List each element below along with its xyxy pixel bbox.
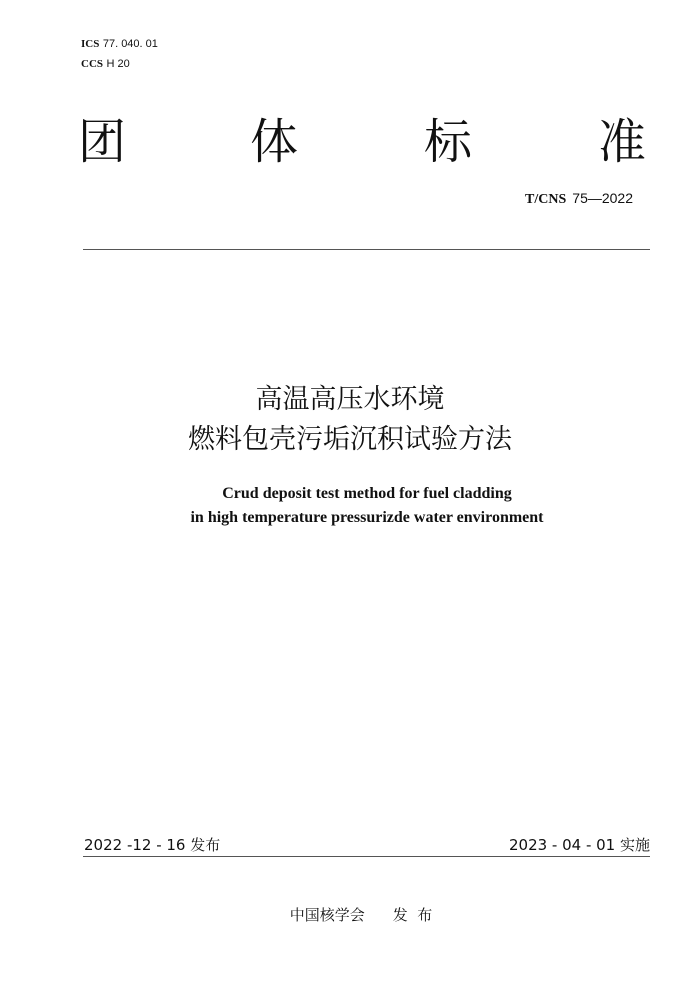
issue-date: 2022 -12 - 16 发布 bbox=[84, 836, 221, 854]
heading-char-3: 标 bbox=[424, 114, 473, 170]
document-type-heading bbox=[0, 112, 700, 172]
ccs-value: H 20 bbox=[106, 58, 130, 70]
chinese-title-line-1: 高温高压水环境 bbox=[255, 384, 445, 415]
publisher-line bbox=[0, 904, 700, 925]
heading-char-2: 体 bbox=[250, 114, 299, 170]
ics-value: 77. 040. 01 bbox=[102, 38, 158, 50]
bottom-divider bbox=[83, 856, 650, 857]
english-title-line-2: in high temperature pressurizde water environment bbox=[190, 509, 544, 526]
heading-char-4: 准 bbox=[598, 114, 647, 170]
ccs-code bbox=[81, 54, 158, 74]
standard-code: 75—2022 bbox=[572, 190, 633, 206]
top-divider bbox=[83, 249, 650, 250]
publisher-org: 中国核学会 bbox=[289, 906, 365, 924]
implementation-date: 2023 - 04 - 01 实施 bbox=[508, 836, 650, 854]
english-title bbox=[0, 482, 700, 530]
classification-codes bbox=[81, 34, 158, 74]
ics-label: ICS bbox=[81, 38, 100, 50]
standard-prefix: T/CNS bbox=[525, 192, 567, 207]
english-title-line-1: Crud deposit test method for fuel cladding bbox=[222, 485, 512, 502]
chinese-title bbox=[0, 380, 700, 460]
ics-code bbox=[81, 34, 158, 54]
standard-number bbox=[525, 190, 633, 208]
chinese-title-line-2: 燃料包壳污垢沉积试验方法 bbox=[188, 424, 512, 455]
publisher-action: 发 布 bbox=[392, 906, 433, 924]
ccs-label: CCS bbox=[81, 58, 104, 70]
heading-char-1: 团 bbox=[78, 114, 127, 170]
